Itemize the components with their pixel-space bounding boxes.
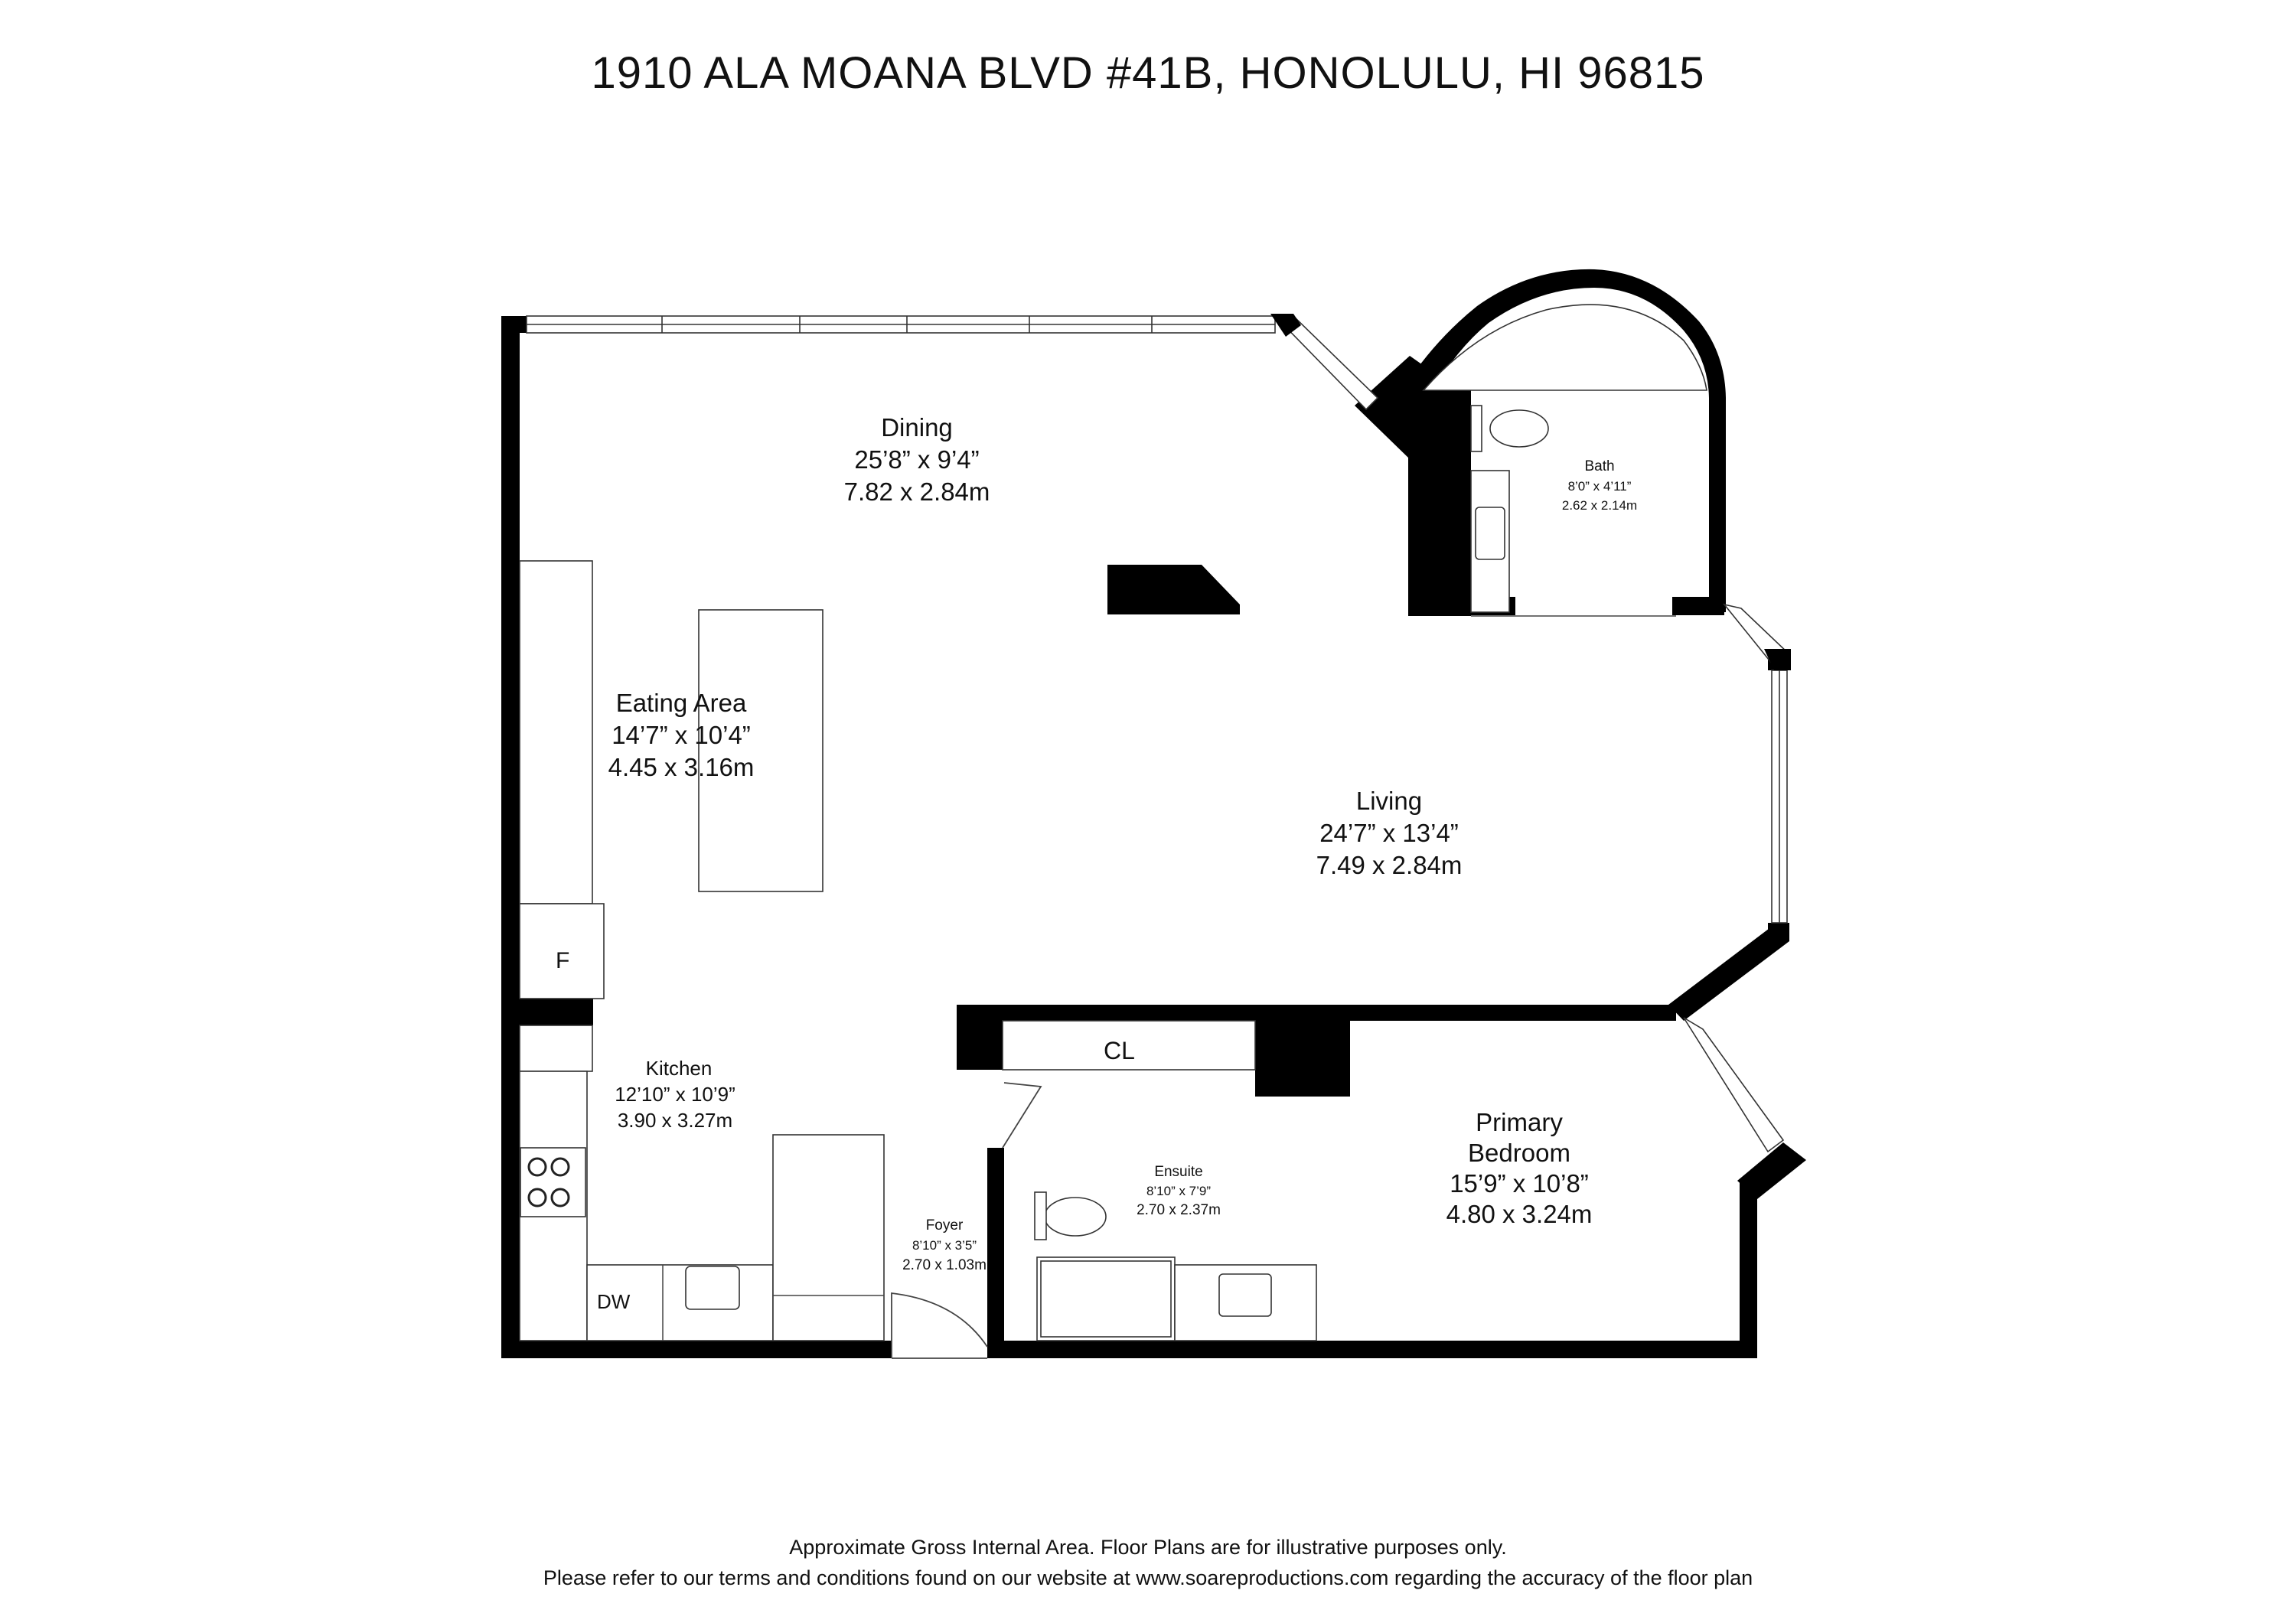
foyer-wall-post [987, 1148, 1004, 1178]
primary-metric: 4.80 x 3.24m [1446, 1200, 1593, 1228]
fridge-label: F [556, 948, 570, 973]
ensuite-name: Ensuite [1154, 1164, 1203, 1180]
dining-imperial: 25’8” x 9’4” [854, 445, 980, 474]
living-name: Living [1355, 787, 1423, 815]
living-metric: 7.49 x 2.84m [1316, 851, 1463, 879]
west-counter [520, 561, 592, 904]
upper-counter [520, 1025, 592, 1071]
ensuite-door [1003, 1083, 1041, 1148]
bath-toilet-tank [1471, 406, 1482, 451]
south-wall-east [987, 1341, 1757, 1358]
foyer-imperial: 8’10” x 3’5” [912, 1238, 977, 1253]
ensuite-toilet [1045, 1198, 1106, 1236]
kitchen-sink [686, 1266, 739, 1309]
kitchen-imperial: 12’10” x 10’9” [615, 1083, 735, 1106]
eating-imperial: 14’7” x 10’4” [612, 721, 751, 749]
primary-name-1: Primary [1476, 1108, 1563, 1136]
nw-corner-post [501, 316, 527, 333]
primary-imperial: 15’9” x 10’8” [1450, 1169, 1589, 1198]
eating-name: Eating Area [615, 689, 747, 717]
bedroom-east-wall [1740, 1181, 1757, 1358]
foyer-name: Foyer [925, 1217, 964, 1234]
kitchen-island [699, 610, 823, 891]
peninsula [773, 1135, 884, 1341]
kitchen-fixtures [520, 561, 884, 1341]
footer-line-1: Approximate Gross Internal Area. Floor Plans are for illustrative purposes only. [789, 1536, 1507, 1559]
kitchen-partition [501, 999, 593, 1025]
footer-disclaimer [0, 1532, 2296, 1593]
eating-metric: 4.45 x 3.16m [608, 753, 755, 781]
bath-metric: 2.62 x 2.14m [1561, 498, 1638, 513]
bay-post-lower [1768, 923, 1789, 941]
ensuite-sink [1219, 1274, 1271, 1316]
foyer-metric: 2.70 x 1.03m [902, 1257, 987, 1273]
cooktop [520, 1148, 585, 1217]
doors [892, 1083, 1041, 1358]
south-wall-west [501, 1341, 892, 1358]
plan-title: 1910 ALA MOANA BLVD #41B, HONOLULU, HI 96815 [591, 48, 1705, 98]
dining-metric: 7.82 x 2.84m [843, 477, 990, 506]
dishwasher-label: DW [597, 1290, 631, 1313]
ensuite-metric: 2.70 x 2.37m [1137, 1202, 1221, 1218]
dining-name: Dining [881, 413, 953, 442]
west-wall [501, 316, 520, 1358]
living-imperial: 24’7” x 13’4” [1319, 819, 1459, 847]
closet-label: CL [1104, 1037, 1135, 1064]
foyer-door [892, 1293, 987, 1358]
closet-east-block [1255, 1018, 1350, 1097]
footer-line-2: Please refer to our terms and conditions found on our website at www.soareproductions.com regarding the accuracy of the floor plan [543, 1566, 1753, 1589]
primary-name-2: Bedroom [1468, 1139, 1570, 1167]
bath-toilet [1490, 410, 1548, 447]
bedroom-bay-window [1684, 1018, 1783, 1152]
ensuite-tub-inner [1041, 1261, 1171, 1337]
ensuite-imperial: 8’10” x 7’9” [1146, 1184, 1212, 1198]
fireplace-block [1107, 565, 1240, 614]
ensuite-west-wall [987, 1148, 1004, 1358]
bath-name: Bath [1584, 458, 1615, 474]
kitchen-name: Kitchen [645, 1057, 713, 1080]
closet-west-block [957, 1005, 1003, 1070]
bath-sink [1476, 507, 1505, 559]
bath-imperial: 8’0” x 4’11” [1567, 479, 1632, 494]
ensuite-toilet-tank [1035, 1192, 1046, 1240]
kitchen-metric: 3.90 x 3.27m [617, 1109, 733, 1132]
